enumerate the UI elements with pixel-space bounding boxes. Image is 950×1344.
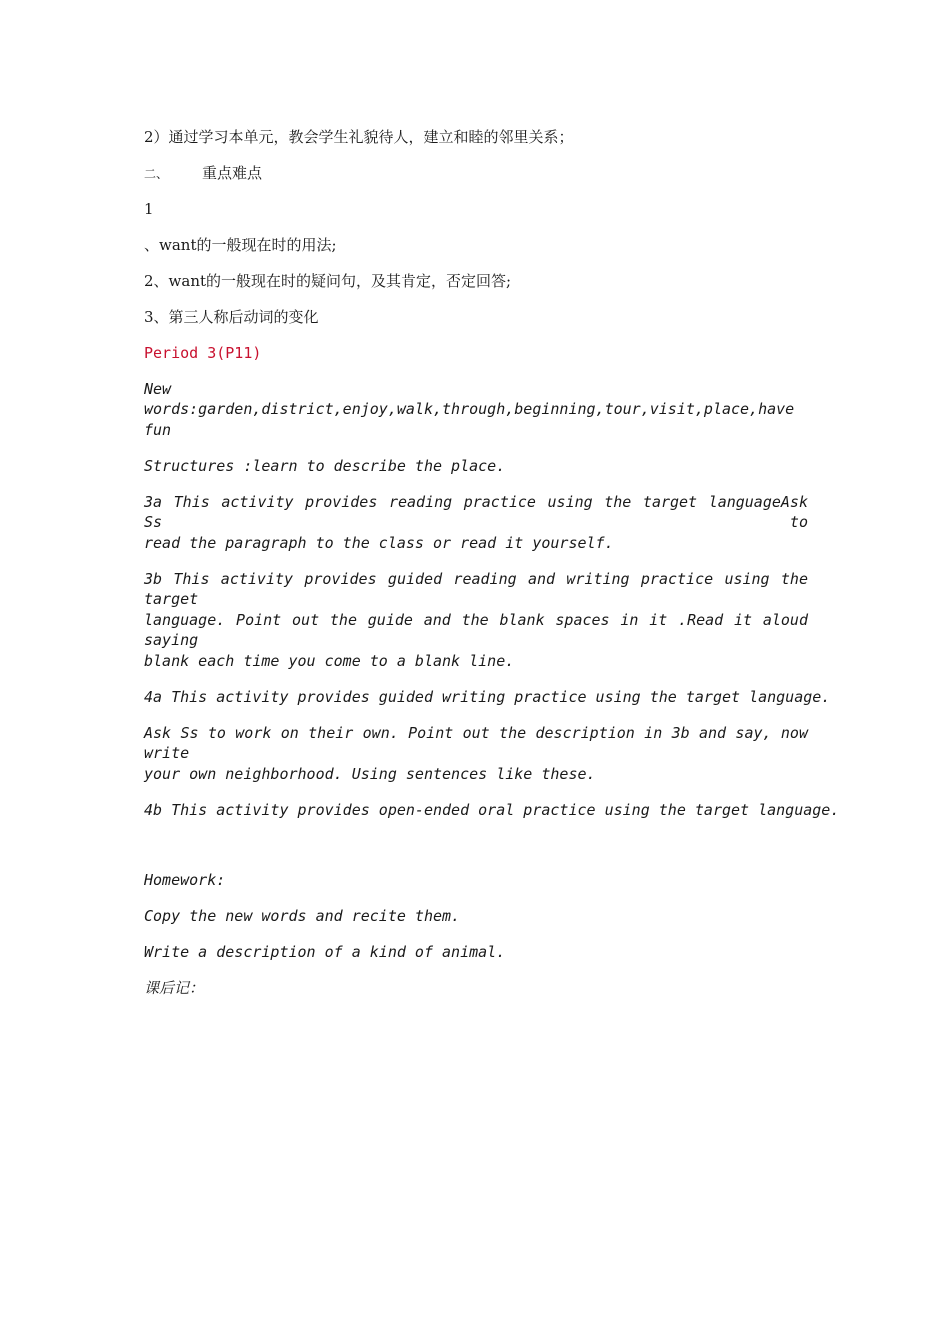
activity-3b-line-1: 3b This activity provides guided reading and writing practice using the target xyxy=(144,570,808,608)
point-3: 3、第三人称后动词的变化 xyxy=(144,308,319,326)
objective-2: 2）通过学习本单元，教会学生礼貌待人，建立和睦的邻里关系； xyxy=(144,128,574,146)
point-1-number: 1 xyxy=(144,200,154,218)
activity-4a-line-2: Ask Ss to work on their own. Point out the description in 3b and say, now write xyxy=(144,724,808,762)
activity-4a-line-3: your own neighborhood. Using sentences like these. xyxy=(144,765,596,783)
structures-line: Structures :learn to describe the place. xyxy=(144,457,506,475)
activity-4b-line-1: 4b This activity provides open-ended oral practice using the target language. xyxy=(144,801,840,819)
activity-3b-line-3: blank each time you come to a blank line. xyxy=(144,652,515,670)
section-two-title: 重点难点 xyxy=(202,164,263,182)
section-two-number: 二、 xyxy=(144,167,169,181)
activity-3a-line-1: 3a This activity provides reading practice using the target languageAsk Ss to xyxy=(144,493,808,531)
point-2: 2、want的一般现在时的疑问句，及其肯定，否定回答; xyxy=(144,272,512,290)
activity-4a-line-1: 4a This activity provides guided writing practice using the target language. xyxy=(144,688,831,706)
after-class-notes-label: 课后记： xyxy=(144,979,205,997)
new-words-line-2: fun xyxy=(144,421,172,439)
new-words-line-1: New words:garden,district,enjoy,walk,through,beginning,tour,visit,place,have xyxy=(144,380,795,418)
activity-3b-line-2: language. Point out the guide and the blank spaces in it .Read it aloud saying xyxy=(144,611,808,649)
section-two-heading xyxy=(144,163,262,184)
homework-item-2: Write a description of a kind of animal. xyxy=(144,943,506,961)
homework-item-1: Copy the new words and recite them. xyxy=(144,907,461,925)
period-title: Period 3(P11) xyxy=(144,344,262,362)
activity-3a-line-2: read the paragraph to the class or read it yourself. xyxy=(144,534,614,552)
homework-label: Homework: xyxy=(144,871,226,889)
point-1-text: 、want的一般现在时的用法; xyxy=(144,236,337,254)
